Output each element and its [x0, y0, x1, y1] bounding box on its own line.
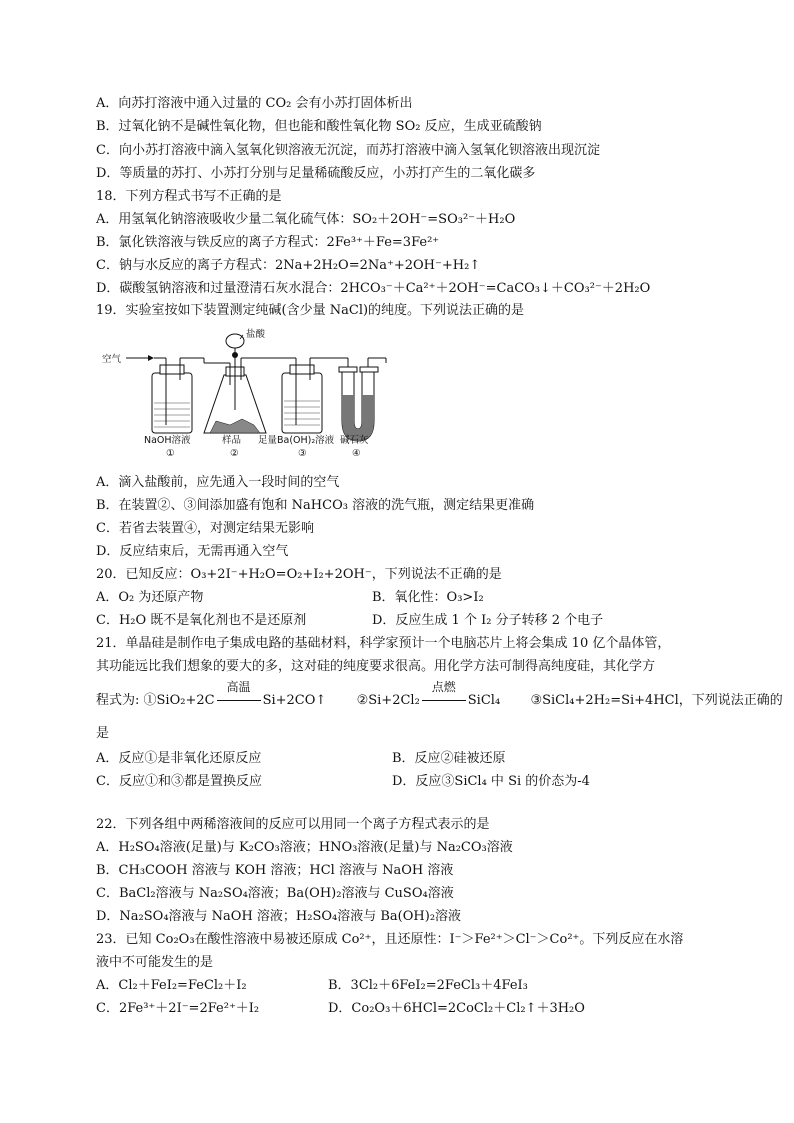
q21-option-d: D．反应③SiCl₄ 中 Si 的价态为-4 — [392, 774, 590, 789]
q19-option-c: C．若省去装置④，对测定结果无影响 — [96, 521, 314, 536]
q20-option-d: D．反应生成 1 个 I₂ 分子转移 2 个电子 — [372, 613, 604, 628]
label-soda-lime: 碱石灰 — [340, 435, 369, 446]
q20-option-c: C．H₂O 既不是氧化剂也不是还原剂 — [96, 613, 307, 628]
air-arrow-head — [148, 355, 154, 361]
q22-option-b: B．CH₃COOH 溶液与 KOH 溶液；HCl 溶液与 NaOH 溶液 — [96, 863, 454, 878]
hcl-label: 盐酸 — [246, 329, 266, 340]
q18-option-c: C．钠与水反应的离子方程式：2Na+2H₂O=2Na⁺+2OH⁻+H₂↑ — [96, 258, 481, 273]
q22-option-a: A．H₂SO₄溶液(足量)与 K₂CO₃溶液；HNO₃溶液(足量)与 Na₂CO₃溶液 — [96, 840, 513, 855]
q19-option-d: D．反应结束后，无需再通入空气 — [96, 544, 289, 559]
q22-option-c: C．BaCl₂溶液与 Na₂SO₄溶液；Ba(OH)₂溶液与 CuSO₄溶液 — [96, 886, 454, 901]
label-baoh2: 足量Ba(OH)₂溶液 — [258, 435, 335, 446]
eq3: ③SiCl₄+2H₂=Si+4HCl，下列说法正确的 — [530, 693, 783, 708]
label-n4: ④ — [352, 448, 361, 459]
eq1-condition: 高温 — [217, 692, 261, 710]
q18-stem: 18．下列方程式书写不正确的是 — [96, 189, 282, 204]
air-label: 空气 — [102, 354, 122, 365]
q21-line-1: 21．单晶硅是制作电子集成电路的基础材料，科学家预计一个电脑芯片上将会集成 10 亿个晶体管， — [96, 636, 671, 651]
q22-option-d: D．Na₂SO₄溶液与 NaOH 溶液；H₂SO₄溶液与 Ba(OH)₂溶液 — [96, 909, 462, 924]
q21-line-2: 其功能远比我们想象的要大的多，这对硅的纯度要求很高。用化学方法可制得高纯度硅，其化学方 — [96, 659, 656, 674]
q21-line-4: 是 — [96, 726, 110, 741]
label-n3: ③ — [298, 448, 307, 459]
q18-option-d: D．碳酸氢钠溶液和过量澄清石灰水混合：2HCO₃⁻＋Ca²⁺＋2OH⁻=CaCO₃↓＋CO₃²⁻＋2H₂O — [96, 281, 651, 296]
q21-equations — [96, 680, 783, 710]
label-n2: ② — [230, 448, 239, 459]
q17-option-c: C．向小苏打溶液中滴入氢氧化钡溶液无沉淀，而苏打溶液中滴入氢氧化钡溶液出现沉淀 — [96, 143, 600, 158]
eq1-rest: Si+2CO↑ — [262, 693, 327, 708]
q23-option-d: D．Co₂O₃＋6HCl=2CoCl₂＋Cl₂↑＋3H₂O — [328, 1001, 585, 1016]
q17-option-b: B．过氧化钠不是碱性氧化物，但也能和酸性氧化物 SO₂ 反应，生成亚硫酸钠 — [96, 119, 542, 134]
q17-option-a: A．向苏打溶液中通入过量的 CO₂ 会有小苏打固体析出 — [96, 96, 413, 111]
label-naoh: NaOH溶液 — [144, 435, 191, 446]
q18-option-b: B．氯化铁溶液与铁反应的离子方程式：2Fe³⁺＋Fe=3Fe²⁺ — [96, 235, 440, 250]
q23-option-a: A．Cl₂＋FeI₂=FeCl₂＋I₂ — [96, 978, 247, 993]
label-sample: 样品 — [222, 435, 242, 446]
eq2-condition: 点燃 — [422, 692, 466, 710]
q21-option-b: B．反应②硅被还原 — [392, 751, 506, 766]
u-tube-4 — [339, 358, 386, 441]
q20-stem: 20．已知反应：O₃+2I⁻+H₂O=O₂+I₂+2OH⁻，下列说法不正确的是 — [96, 567, 502, 582]
q23-line-1: 23．已知 Co₂O₃在酸性溶液中易被还原成 Co²⁺，且还原性：I⁻＞Fe²⁺＞Cl⁻＞Co²⁺。下列反应在水溶 — [96, 932, 684, 947]
q23-line-2: 液中不可能发生的是 — [96, 955, 214, 970]
eq1-prefix: 程式为: ①SiO₂+2C — [96, 693, 215, 708]
q23-option-b: B．3Cl₂＋6FeI₂=2FeCl₃＋4FeI₃ — [328, 978, 528, 993]
q17-option-d: D．等质量的苏打、小苏打分别与足量稀硫酸反应，小苏打产生的二氧化碳多 — [96, 166, 536, 181]
q22-stem: 22．下列各组中两稀溶液间的反应可以用同一个离子方程式表示的是 — [96, 817, 490, 832]
eq2-prefix: ②Si+2Cl₂ — [356, 693, 420, 708]
label-n1: ① — [166, 448, 175, 459]
q19-stem: 19．实验室按如下装置测定纯碱(含少量 NaCl)的纯度。下列说法正确的是 — [96, 303, 525, 318]
q20-option-a: A．O₂ 为还原产物 — [96, 590, 204, 605]
eq2-rest: SiCl₄ — [467, 693, 501, 708]
apparatus-svg — [96, 325, 476, 465]
q21-option-a: A．反应①是非氧化还原反应 — [96, 751, 262, 766]
q21-option-c: C．反应①和③都是置换反应 — [96, 774, 262, 789]
bottle-1 — [152, 358, 192, 433]
apparatus-diagram — [96, 325, 476, 465]
q18-option-a: A．用氢氧化钠溶液吸收少量二氧化硫气体：SO₂＋2OH⁻=SO₃²⁻＋H₂O — [96, 212, 516, 227]
q23-option-c: C．2Fe³⁺＋2I⁻=2Fe²⁺＋I₂ — [96, 1001, 260, 1016]
q19-option-a: A．滴入盐酸前，应先通入一段时间的空气 — [96, 475, 340, 490]
flask-2 — [204, 334, 266, 433]
q19-option-b: B．在装置②、③间添加盛有饱和 NaHCO₃ 溶液的洗气瓶，测定结果更准确 — [96, 498, 535, 513]
bottle-3 — [282, 358, 322, 433]
q20-option-b: B．氧化性：O₃>I₂ — [372, 590, 484, 605]
